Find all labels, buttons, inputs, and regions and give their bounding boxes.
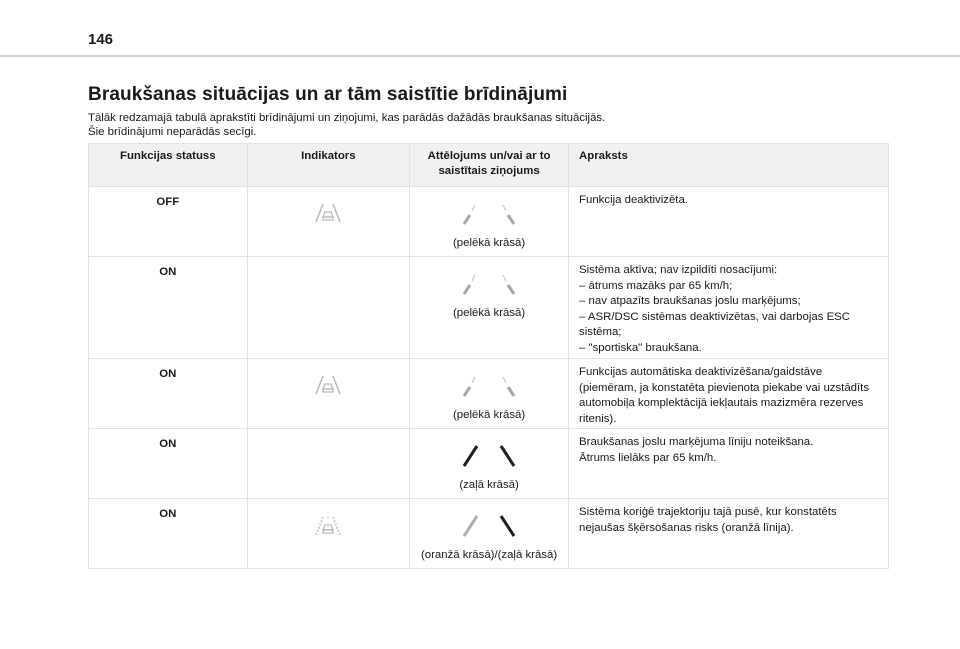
table-row bbox=[89, 257, 889, 359]
status-cell: ON bbox=[89, 429, 248, 499]
status-cell: ON bbox=[89, 257, 248, 359]
description-line: Funkcija deaktivizēta. bbox=[579, 194, 688, 206]
display-cell bbox=[410, 499, 569, 569]
description-line: – ASR/DSC sistēmas deaktivizētas, vai darbojas ESC bbox=[579, 310, 851, 323]
description-line: – "sportiska" braukšana. bbox=[579, 341, 702, 354]
description-line: ritenis). bbox=[579, 412, 617, 425]
status-cell: ON bbox=[89, 359, 248, 429]
intro-line: Šie brīdinājumi neparādās secīgi. bbox=[88, 126, 257, 138]
intro-line: Tālāk redzamajā tabulā aprakstīti brīdinājumi un ziņojumi, kas parādās dažādās braukšanas situācijās. bbox=[88, 112, 606, 124]
description-line: (piemēram, ja konstatēta pievienota piekabe vai uzstādīts bbox=[579, 381, 870, 394]
page-title: Braukšanas situācijas un ar tām saistītie brīdinājumi bbox=[88, 84, 568, 105]
table-row bbox=[89, 429, 889, 499]
intro-text bbox=[88, 111, 605, 139]
header-status: Funkcijas statuss bbox=[89, 144, 248, 187]
page-number: 146 bbox=[88, 31, 114, 48]
description-line: nejaušas šķērsošanas risks (oranžā līnija). bbox=[579, 521, 794, 534]
description-line: Sistēma koriģē trajektoriju tajā pusē, kur konstatēts bbox=[579, 506, 837, 518]
header-indicator: Indikators bbox=[247, 144, 410, 187]
table-row bbox=[89, 359, 889, 429]
status-cell: OFF bbox=[89, 187, 248, 257]
lane-lines-grey-icon bbox=[459, 374, 519, 398]
header-display: Attēlojums un/vai ar to saistītais ziņojums bbox=[410, 144, 569, 187]
display-caption: (pelēkā krāsā) bbox=[452, 409, 526, 421]
table-row bbox=[89, 187, 889, 257]
indicator-cell bbox=[247, 359, 410, 429]
description-line: Sistēma aktīva; nav izpildīti nosacījumi: bbox=[579, 264, 778, 276]
lane-lines-grey-icon bbox=[459, 202, 519, 226]
description-line: – nav atpazīts braukšanas joslu marķējums; bbox=[579, 295, 801, 307]
indicator-cell bbox=[247, 187, 410, 257]
description-cell bbox=[569, 257, 889, 359]
display-cell bbox=[410, 257, 569, 359]
header-description: Apraksts bbox=[569, 144, 889, 187]
description-line: Funkcijas automātiska deaktivizēšana/gaidstāve bbox=[579, 366, 823, 378]
table-header-row bbox=[89, 144, 889, 187]
lane-assist-grey-icon bbox=[314, 202, 342, 224]
lane-lines-green-icon bbox=[459, 444, 519, 468]
description-cell bbox=[569, 429, 889, 499]
description-line: automobiļa komplektācijā iekļautais mazizmēra rezerves bbox=[579, 397, 864, 409]
lane-lines-grey-icon bbox=[459, 272, 519, 296]
display-caption: (oranžā krāsā)/(zaļā krāsā) bbox=[421, 549, 558, 561]
status-cell: ON bbox=[89, 499, 248, 569]
display-cell bbox=[410, 359, 569, 429]
display-cell bbox=[410, 187, 569, 257]
display-cell bbox=[410, 429, 569, 499]
description-line: Braukšanas joslu marķējuma līniju noteikšana. bbox=[579, 436, 814, 448]
indicator-cell bbox=[247, 499, 410, 569]
description-cell bbox=[569, 359, 889, 429]
description-line: Ātrums lielāks par 65 km/h. bbox=[579, 451, 717, 464]
indicator-cell bbox=[247, 257, 410, 359]
description-cell bbox=[569, 187, 889, 257]
indicator-cell bbox=[247, 429, 410, 499]
description-line: sistēma; bbox=[579, 326, 622, 338]
display-caption: (pelēkā krāsā) bbox=[452, 237, 526, 249]
display-caption: (zaļā krāsā) bbox=[459, 479, 519, 491]
description-cell bbox=[569, 499, 889, 569]
table-row bbox=[89, 499, 889, 569]
header-rule bbox=[0, 55, 960, 57]
lane-lines-orange-green-icon bbox=[459, 514, 519, 538]
display-caption: (pelēkā krāsā) bbox=[452, 307, 526, 319]
lane-assist-dotted-icon bbox=[313, 514, 343, 538]
warnings-table bbox=[88, 143, 889, 569]
lane-assist-grey-icon bbox=[314, 374, 342, 396]
description-line: – ātrums mazāks par 65 km/h; bbox=[579, 279, 733, 292]
